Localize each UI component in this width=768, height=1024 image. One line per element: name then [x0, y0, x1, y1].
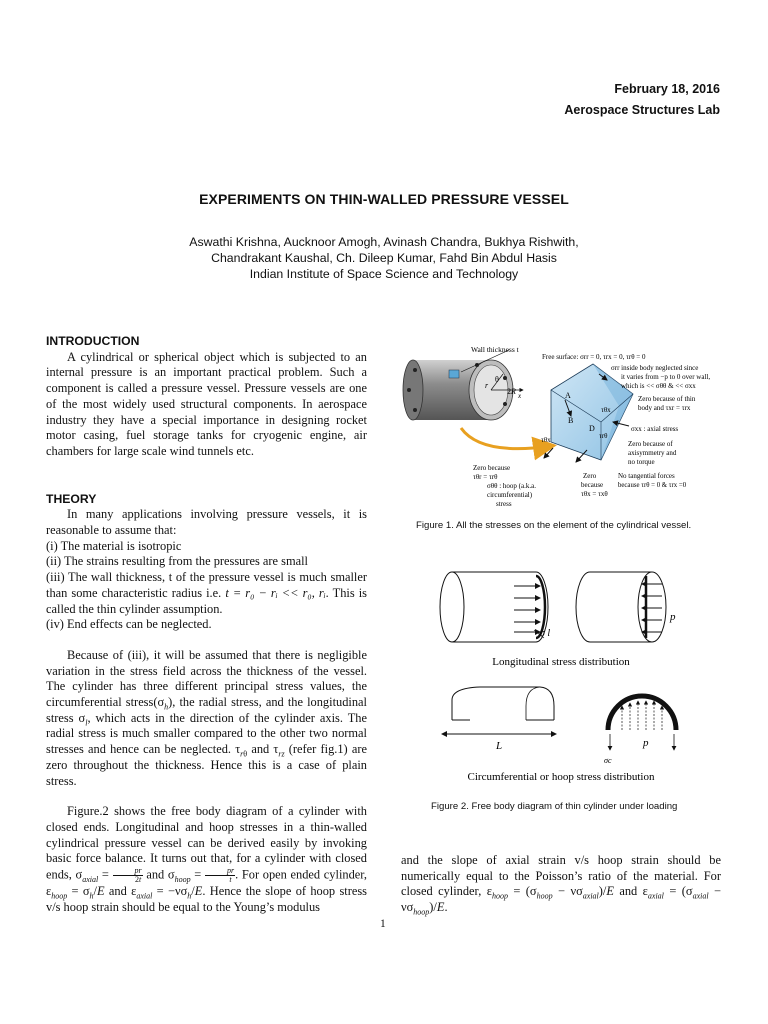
figure-1-drawing — [401, 338, 753, 510]
cylinder-illustration — [403, 360, 523, 420]
theory-paragraph-2: Because of (iii), it will be assumed that there is negligible variation in the stress field across the thickness of the vessel. The cylinder has three different principal stress values, the circumferential $stress(\sigma_h)$, the radial stress, and the longitudinal stress $\sigma_l$, which acts in the direction of the cylinder axis. The radial stress is much smaller compared to the other two normal stresses and hence can be neglected. $\tau_{r\theta}$ and $\tau_{rz}$ (refer fig.1) are zero throughout the thickness. Hence this is a case of plain stress. — [46, 647, 368, 788]
theory-heading: THEORY — [46, 491, 97, 506]
left-column — [46, 334, 367, 916]
assumption-4: (iv) End effects can be neglected. — [46, 617, 212, 632]
label-no-tangential-2: because τrθ = 0 & τrx =0 — [618, 482, 687, 489]
paper-title: EXPERIMENTS ON THIN-WALLED PRESSURE VESSEL — [199, 191, 569, 207]
svg-text:D: D — [589, 424, 595, 433]
hoop-label: Circumferential or hoop stress distribution — [467, 771, 655, 783]
assumption-1: (i) The material is isotropic — [46, 538, 182, 553]
figure-2-drawing — [430, 560, 692, 785]
assumption-2: (ii) The strains resulting from the pressures are small — [46, 554, 308, 569]
label-srr-3: which is << σθθ & << σxx — [621, 382, 696, 390]
label-zero-axi-1: Zero because of — [628, 440, 673, 448]
longitudinal-cylinder-right — [576, 572, 666, 642]
svg-text:A: A — [565, 391, 571, 400]
label-sigma-l: σ l — [540, 628, 551, 639]
svg-text:τθx: τθx — [601, 406, 611, 414]
svg-text:τrθ: τrθ — [599, 432, 608, 440]
label-zero2-1: Zero — [583, 472, 597, 480]
longitudinal-label: Longitudinal stress distribution — [492, 656, 630, 668]
label-zero-axi-3: no torque — [628, 458, 655, 466]
label-zero-thin-1: Zero because of thin — [638, 395, 696, 403]
label-zero2-3: τθx = τxθ — [581, 490, 608, 498]
label-zero2-2: because — [581, 481, 604, 489]
label-no-tangential-1: No tangential forces — [618, 472, 675, 480]
header-lab: Aerospace Structures Lab — [564, 103, 720, 117]
affiliation: Indian Institute of Space Science and Technology — [249, 267, 519, 281]
header-date: February 18, 2016 — [614, 82, 720, 96]
hoop-semicircle — [608, 696, 676, 750]
label-wall-thickness: Wall thickness t — [471, 345, 519, 354]
right-continuation: and the slope of axial strain v/s hoop strain should be numerically equal to the Poisson’s ratio of the material. For closed cylinder, $\varepsilon_{hoop} = (\sigma_{hoop} - \nu\sigma_{axial})/E$ and $\varepsilon_{axial} = (\sigma_{axial} - \nu\sigma_{hoop})/E$. — [401, 853, 721, 917]
theory-paragraph-3: Figure.2 shows the free body diagram of a cylinder with closed ends. Longitudinal and hoop stresses in a thin-walled cylindrical pressure vessel can be derived easily by invoking basic force balance. It turns out that, for a cylinder with closed ends, $\sigma_{axial}$ = $\frac{pr}{2t}$ and $\sigma_{hoop}$ = $\frac{pr}{t}$ . For open ended cylinder, $\varepsilon_{hoop} = \sigma_h/E$ and $\varepsilon_{axial} = -\nu\sigma_h/E$. Hence the slope of hoop stress v/s hoop strain should be equal to the Young’s modulus — [46, 804, 368, 914]
label-sigma-c: σc — [604, 756, 612, 765]
label-axial-stress: σxx : axial stress — [631, 425, 679, 433]
figure-1-caption: Figure 1. All the stresses on the element of the cylindrical vessel. — [416, 520, 692, 531]
assumption-3: (iii) The wall thickness, t of the pressure vessel is much smaller than some characteristic radius i.e. t = r₀ − rᵢ << r₀, rᵢ. This is called the thin cylinder assumption. — [46, 570, 367, 616]
author-line-2: Chandrakant Kaushal, Ch. Dileep Kumar, Fahd Bin Abdul Hasis — [211, 251, 557, 265]
page-number: 1 — [380, 918, 386, 930]
label-zero-because-2: τθr = τrθ — [473, 473, 498, 481]
right-column-text — [401, 853, 721, 916]
orange-arrow — [461, 428, 551, 449]
label-zero-axi-2: axisymmetry and — [628, 449, 677, 457]
label-srr-1: σrr inside body neglected since — [611, 364, 699, 372]
longitudinal-cylinder-left — [440, 572, 551, 642]
svg-text:θ: θ — [495, 375, 499, 384]
figure-2-caption: Figure 2. Free body diagram of thin cylinder under loading — [431, 801, 678, 812]
label-hoop-1: σθθ : hoop (a.k.a. — [487, 482, 536, 490]
label-hoop-3: stress — [496, 500, 512, 508]
theory-intro: In many applications involving pressure vessels, it is reasonable to assume that: — [46, 507, 367, 538]
author-line-1: Aswathi Krishna, Aucknoor Amogh, Avinash Chandra, Bukhya Rishwith, — [189, 235, 579, 249]
label-p-1: p — [670, 611, 676, 623]
svg-text:τθx: τθx — [541, 436, 551, 444]
label-p-2: p — [643, 737, 649, 749]
svg-text:r: r — [485, 381, 489, 390]
label-srr-2: it varies from −p to 0 over wall, — [621, 373, 711, 381]
label-zero-thin-2: body and τxr = τrx — [638, 404, 691, 412]
svg-text:B: B — [568, 416, 574, 425]
svg-text:x: x — [518, 392, 522, 400]
introduction-heading: INTRODUCTION — [46, 334, 140, 348]
introduction-text: A cylindrical or spherical object which is subjected to an internal pressure is an important practical problem. Such a component is called a pressure vessel. Pressure vessels are one of the most widely used structural components. In aerospace industry they have a special importance in designing rocket motor casing, fuel storage tanks for cryogenic engine, air chambers for large scale wind tunnels etc. — [46, 349, 367, 458]
half-cylinder — [442, 687, 556, 734]
svg-text:2R: 2R — [507, 387, 516, 396]
label-hoop-2: circumferential) — [487, 491, 533, 499]
thin-cylinder-equation: t = r₀ − rᵢ << r₀, rᵢ — [225, 585, 326, 600]
figure-1 — [401, 338, 753, 510]
stress-element — [541, 364, 633, 462]
label-L: L — [496, 740, 503, 752]
figure-2 — [430, 560, 692, 785]
label-zero-because-1: Zero because — [473, 464, 511, 472]
label-free-surface: Free surface: σrr = 0, τrx = 0, τrθ = 0 — [542, 353, 646, 361]
